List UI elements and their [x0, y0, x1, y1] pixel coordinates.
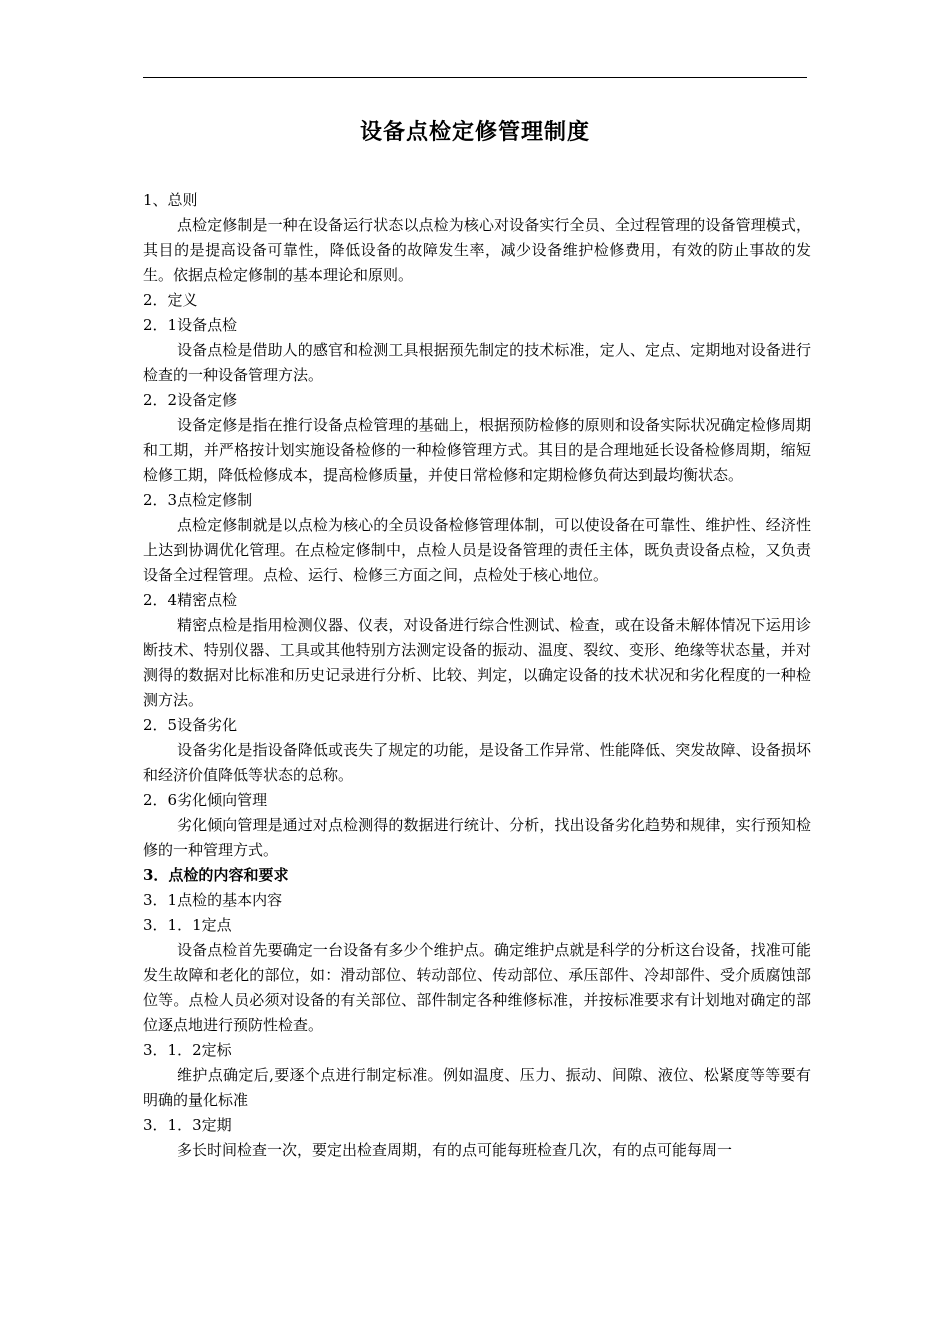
subsection-heading: 2．2设备定修 [143, 391, 238, 409]
section-heading: 2．定义 [143, 291, 198, 309]
body-paragraph: 点检定修制是一种在设备运行状态以点检为核心对设备实行全员、全过程管理的设备管理模式，其目的是提高设备可靠性，降低设备的故障发生率，减少设备维护检修费用，有效的防止事故的发生。依据点检定修制的基本理论和原则。 [143, 216, 811, 284]
subsection-heading: 3．1．1定点 [143, 916, 232, 934]
body-paragraph: 点检定修制就是以点检为核心的全员设备检修管理体制，可以使设备在可靠性、维护性、经济性上达到协调优化管理。在点检定修制中，点检人员是设备管理的责任主体，既负责设备点检，又负责设备全过程管理。点检、运行、检修三方面之间，点检处于核心地位。 [143, 516, 811, 584]
header-rule [143, 77, 807, 78]
subsection-heading: 2．3点检定修制 [143, 491, 253, 509]
body-paragraph: 设备点检首先要确定一台设备有多少个维护点。确定维护点就是科学的分析这台设备，找准可能发生故障和老化的部位，如：滑动部位、转动部位、传动部位、承压部件、冷却部件、受介质腐蚀部位等。点检人员必须对设备的有关部位、部件制定各种维修标准，并按标准要求有计划地对确定的部位逐点地进行预防性检查。 [143, 941, 811, 1034]
subsection-heading: 2．1设备点检 [143, 316, 238, 334]
body-paragraph: 设备定修是指在推行设备点检管理的基础上，根据预防检修的原则和设备实际状况确定检修周期和工期，并严格按计划实施设备检修的一种检修管理方式。其目的是合理地延长设备检修周期，缩短检修工期，降低检修成本，提高检修质量，并使日常检修和定期检修负荷达到最均衡状态。 [143, 416, 811, 484]
section-heading: 1、总则 [143, 191, 198, 209]
subsection-heading: 3．1．3定期 [143, 1116, 232, 1134]
body-paragraph: 劣化倾向管理是通过对点检测得的数据进行统计、分析，找出设备劣化趋势和规律，实行预知检修的一种管理方式。 [143, 816, 811, 859]
subsection-heading: 2．6劣化倾向管理 [143, 791, 268, 809]
body-paragraph: 设备劣化是指设备降低或丧失了规定的功能，是设备工作异常、性能降低、突发故障、设备损坏和经济价值降低等状态的总称。 [143, 741, 811, 784]
subsection-heading: 3．1．2定标 [143, 1041, 232, 1059]
body-paragraph: 设备点检是借助人的感官和检测工具根据预先制定的技术标准，定人、定点、定期地对设备进行检查的一种设备管理方法。 [143, 341, 811, 384]
body-paragraph: 精密点检是指用检测仪器、仪表，对设备进行综合性测试、检查，或在设备未解体情况下运用诊断技术、特别仪器、工具或其他特别方法测定设备的振动、温度、裂纹、变形、绝缘等状态量，并对测得的数据对比标准和历史记录进行分析、比较、判定，以确定设备的技术状况和劣化程度的一种检测方法。 [143, 616, 811, 709]
subsection-heading: 2．4精密点检 [143, 591, 238, 609]
body-paragraph: 多长时间检查一次，要定出检查周期，有的点可能每班检查几次，有的点可能每周一 [177, 1141, 733, 1159]
subsection-heading: 3．1点检的基本内容 [143, 891, 283, 909]
document-title: 设备点检定修管理制度 [359, 120, 590, 145]
body-paragraph: 维护点确定后,要逐个点进行制定标准。例如温度、压力、振动、间隙、液位、松紧度等等要有明确的量化标准 [143, 1066, 811, 1109]
document-body [143, 188, 811, 1163]
section-heading: 3．点检的内容和要求 [143, 866, 289, 884]
subsection-heading: 2．5设备劣化 [143, 716, 238, 734]
